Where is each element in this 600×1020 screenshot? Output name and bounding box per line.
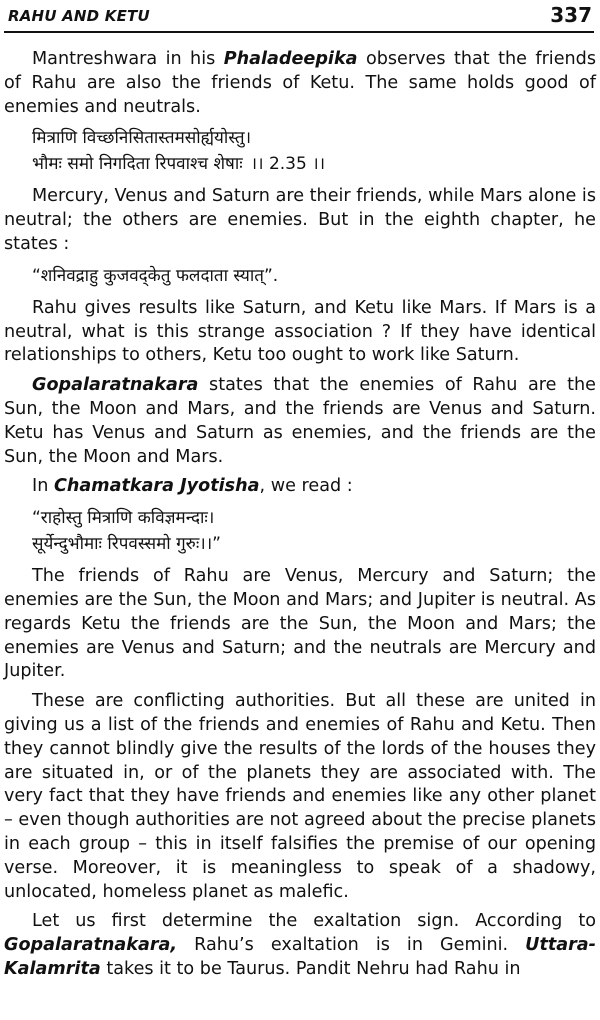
paragraph-1-text-c: observes that the friends of Rahu are also the friends of Ketu. The same holds good of enemies and neutrals. xyxy=(4,49,596,117)
page-header xyxy=(4,0,594,33)
paragraph-1 xyxy=(4,48,596,119)
sanskrit-verse-1 xyxy=(32,125,596,177)
verse-1-reference: ।। 2.35 ।। xyxy=(250,154,326,175)
sanskrit-verse-3 xyxy=(32,505,596,557)
paragraph-7: These are conflicting authorities. But all these are united in giving us a list of the friends and enemies of Rahu and Ketu. Then they cannot blindly give the results of the lords of the houses they are situated in, or of the planets they are associated with. The very fact that they have friends and enemies like any other planet – even though authorities are not agreed about the precise planets in each group – this in itself falsifies the premise of our opening verse. Moreover, it is meaningless to speak of a shadowy, unlocated, homeless planet as malefic. xyxy=(4,691,596,902)
book-title-chamatkara-jyotisha: Chamatkara Jyotisha xyxy=(53,476,260,497)
paragraph-5-text-a: In xyxy=(32,476,54,497)
sanskrit-verse-2 xyxy=(32,263,596,289)
verse-1-line-2-wrapper xyxy=(32,151,596,177)
verse-2-line-1: “शनिवद्राहु कुजवद्केतु फलदाता स्यात्”. xyxy=(32,265,279,286)
paragraph-8-text-a: Let us first determine the exaltation sign. According to xyxy=(32,911,596,932)
paragraph-8-text-c: Rahu’s exaltation is in Gemini. xyxy=(177,935,526,956)
paragraph-3: Rahu gives results like Saturn, and Ketu like Mars. If Mars is a neutral, what is this strange association ? If they have identical relationships to others, Ketu too ought to work like Saturn. xyxy=(4,297,596,366)
verse-3-line-2: सूर्येन्दुभौमाः रिपवस्समो गुरुः।।” xyxy=(32,534,221,555)
paragraph-6: The friends of Rahu are Venus, Mercury and Saturn; the enemies are the Sun, the Moon and Mars; and Jupiter is neutral. As regards Ketu the friends are the Sun, the Moon and Mars; the enemies are Venus and Saturn; and the neutrals are Mercury and Jupiter. xyxy=(4,566,596,682)
book-title-gopalaratnakara-2: Gopalaratnakara, xyxy=(4,935,178,956)
paragraph-4-text-b: states that the enemies of Rahu are the Sun, the Moon and Mars, and the friends are Venus and Saturn. Ketu has Venus and Saturn as enemies, and the friends are the Sun, the Moon and Mars. xyxy=(4,375,596,467)
paragraph-8 xyxy=(4,910,596,981)
verse-1-line-2: भौमः समो निगदिता रिपवाश्च शेषाः xyxy=(32,154,243,175)
running-head: RAHU AND KETU xyxy=(8,7,150,25)
paragraph-5-text-c: , we read : xyxy=(259,476,353,497)
paragraph-2: Mercury, Venus and Saturn are their friends, while Mars alone is neutral; the others are enemies. But in the eighth chapter, he states : xyxy=(4,186,596,254)
verse-1-line-1: मित्राणि विच्छनिसितास्तमसोर्ह्ययोस्तु। xyxy=(32,128,252,149)
verse-3-line-1: “राहोस्तु मित्राणि कविज्ञमन्दाः। xyxy=(32,508,215,529)
page-number: 337 xyxy=(550,3,592,27)
page-body xyxy=(4,48,596,988)
paragraph-4 xyxy=(4,374,596,469)
book-title-gopalaratnakara: Gopalaratnakara xyxy=(32,375,199,396)
paragraph-1-text-a: Mantreshwara in his xyxy=(32,49,224,69)
book-title-phaladeepika: Phaladeepika xyxy=(223,49,358,69)
book-title-uttara-kalamrita: Uttara-Kalamrita xyxy=(4,935,596,979)
paragraph-8-text-e: takes it to be Taurus. Pandit Nehru had Rahu in xyxy=(100,958,521,979)
paragraph-5 xyxy=(4,475,596,499)
